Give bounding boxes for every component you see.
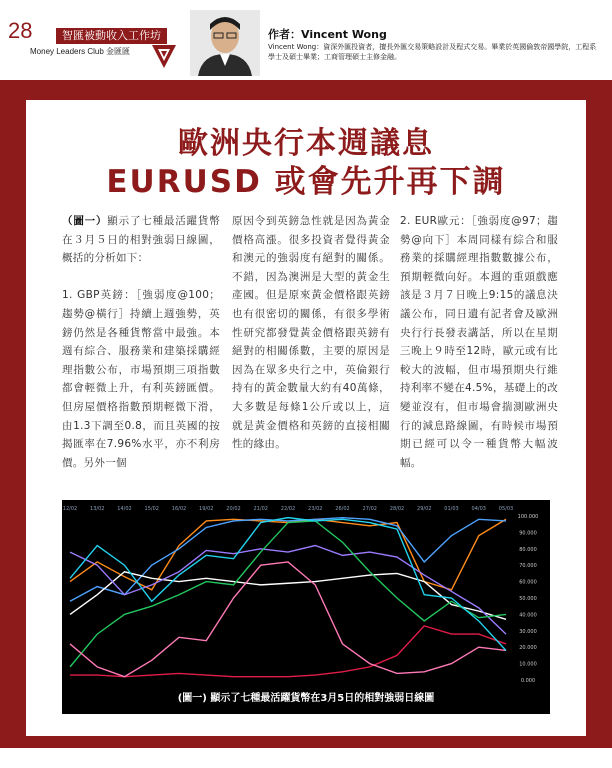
x-tick-label: 23/02 xyxy=(308,506,323,512)
y-tick-label: 80.000 xyxy=(519,546,537,553)
strength-chart xyxy=(62,500,550,714)
x-tick-label: 04/03 xyxy=(471,506,486,512)
paragraph: 1. GBP英鎊：［強弱度@100；趨勢@橫行］持續上週強勢，英鎊仍然是各種貨幣當中最強。本週有綜合、服務業和建築採購經理指數公布，市場預期三項指數都會輕微上升，有利英鎊匯價。但房屋價格指數預期輕微下滑，由1.3下調至0.8，而且英國的按揭匯率在7.96%水平，亦不利房價。另外一個 xyxy=(62,289,220,469)
figure-caption-bar xyxy=(62,688,550,710)
x-tick-label: 16/02 xyxy=(171,506,187,512)
x-tick-label: 27/02 xyxy=(362,506,377,512)
x-tick-label: 21/02 xyxy=(253,506,268,512)
x-tick-label: 05/03 xyxy=(498,506,514,512)
x-tick-label: 13/02 xyxy=(90,506,105,512)
figure-reference: （圖一） xyxy=(62,215,108,227)
x-tick-label: 28/02 xyxy=(389,506,405,512)
y-tick-label: 10.000 xyxy=(519,661,537,668)
paragraph: 2. EUR歐元：［強弱度@97；趨勢@向下］本周同樣有綜合和服務業的採購經理指數數據公布，預期輕微向好。本週的重頭戲應該是３月７日晚上9:15的議息決議公布，同日遺有記者會及歐洲央行行長發表講話，所以在星期三晚上９時至12時，歐元或有比較大的波幅，但市場預期央行維持利率不變在4.5%，基礎上的改變並沒有，但市場會揣測歐洲央行的減息路線圖，有時候市場預期已經可以令一種貨幣大幅波幅。 xyxy=(400,215,558,469)
paragraph: 原因令到英鎊急性就是因為黃金價格高漲。很多投資者覺得黃金和澳元的強弱度有絕對的關係。不錯，因為澳洲是大型的黃金生產國。但是原來黃金價格跟英鎊也有很密切的關係，有很多學術性研究都發覺黃金價格跟英鎊有絕對的相關係數，主要的原因是因為在眾多央行之中，英倫銀行持有的黃金數量大約有40萬條，大多數是每條1公斤或以上，這就是黃金價格和英鎊的直接相關性的緣由。 xyxy=(232,215,390,451)
y-tick-label: 100.000 xyxy=(517,514,539,520)
series-line-4 xyxy=(70,546,506,635)
x-tick-label: 20/02 xyxy=(226,506,241,512)
author-description: Vincent Wong：資深外匯投資者，擅長外匯交易策略設計及程式交易。畢業於英國倫敦帝國學院，工程系學士及碩士畢業；工商管理碩士主修金融。 xyxy=(268,43,597,61)
y-tick-label: 70.000 xyxy=(519,563,537,570)
x-tick-label: 01/03 xyxy=(444,506,459,512)
article-column-3 xyxy=(400,212,558,491)
section-tag: 智匯被動收入工作坊 xyxy=(56,28,167,44)
chart-canvas xyxy=(62,500,550,688)
article-column-1 xyxy=(62,212,220,491)
y-tick-label: 90.000 xyxy=(519,530,537,537)
author-avatar xyxy=(190,10,260,76)
person-icon xyxy=(190,10,260,76)
article-title-line1: 歐洲央行本週議息 xyxy=(178,126,434,161)
y-tick-label: 30.000 xyxy=(519,628,537,635)
logo-icon xyxy=(150,42,178,70)
article-title-line2: EURUSD 或會先升再下調 xyxy=(106,164,506,200)
article-column-2 xyxy=(232,212,390,472)
y-tick-label: 0.000 xyxy=(520,678,536,684)
series-line-2 xyxy=(70,518,506,602)
paragraph: 顯示了七種最活躍貨幣在３月５日的相對強弱日線圖，概括的分析如下： xyxy=(62,215,221,265)
author-name: 作者：Vincent Wong xyxy=(268,28,387,41)
series-line-6 xyxy=(70,626,506,677)
page-header xyxy=(0,0,612,80)
x-tick-label: 12/02 xyxy=(62,506,78,512)
y-tick-label: 50.000 xyxy=(519,596,537,602)
x-tick-label: 14/02 xyxy=(117,506,132,512)
x-tick-label: 22/02 xyxy=(280,506,296,512)
y-tick-label: 20.000 xyxy=(519,645,537,652)
club-name: Money Leaders Club 金匯匯 xyxy=(30,47,131,56)
x-tick-label: 19/02 xyxy=(199,506,214,512)
series-line-5 xyxy=(70,521,506,667)
x-tick-label: 26/02 xyxy=(335,506,350,512)
page-number: 28 xyxy=(8,18,33,43)
x-tick-label: 15/02 xyxy=(144,506,159,512)
figure-caption: (圖一) 顯示了七種最活躍貨幣在3月5日的相對強弱日線圖 xyxy=(177,693,435,704)
y-tick-label: 60.000 xyxy=(519,579,537,586)
page-footer xyxy=(0,748,612,768)
y-tick-label: 40.000 xyxy=(519,612,537,619)
x-tick-label: 29/02 xyxy=(417,506,432,512)
